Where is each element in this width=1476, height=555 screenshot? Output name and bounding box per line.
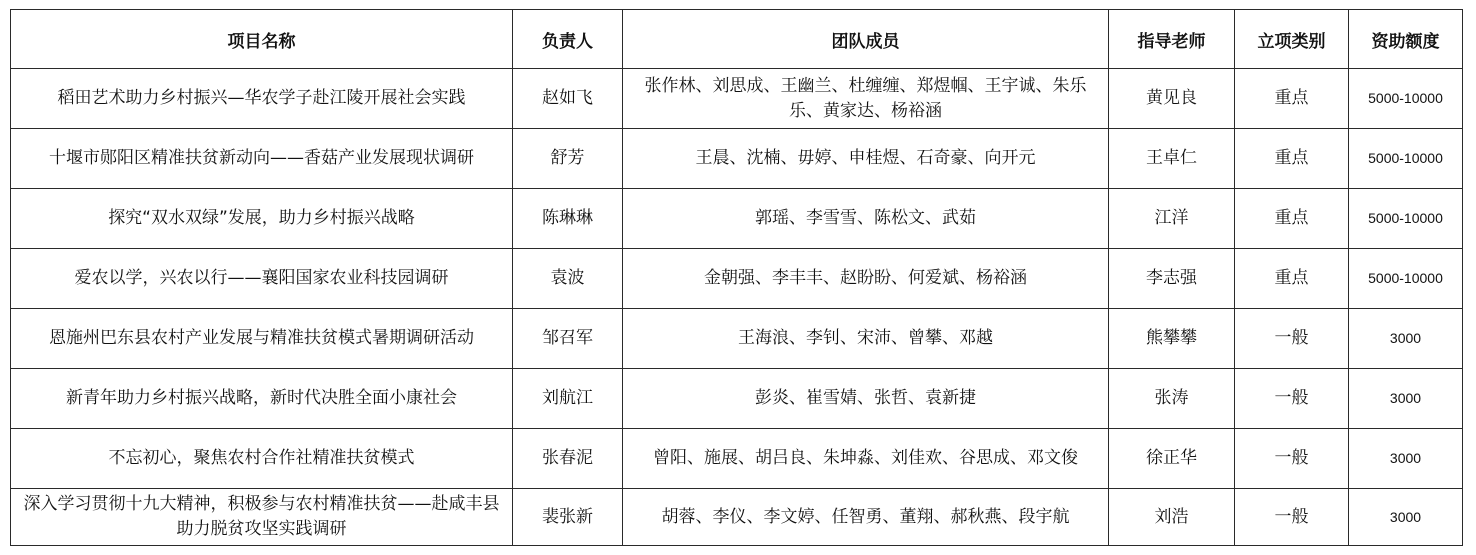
cell-leader: 袁波 [513, 249, 623, 309]
cell-team-members: 王晨、沈楠、毋婷、申桂煜、石奇豪、向开元 [623, 129, 1109, 189]
cell-funding: 3000 [1349, 489, 1463, 546]
cell-team-members: 胡蓉、李仪、李文婷、任智勇、董翔、郝秋燕、段宇航 [623, 489, 1109, 546]
cell-team-members: 郭瑶、李雪雪、陈松文、武茹 [623, 189, 1109, 249]
cell-team-members: 金朝强、李丰丰、赵盼盼、何爱斌、杨裕涵 [623, 249, 1109, 309]
cell-leader: 裴张新 [513, 489, 623, 546]
cell-advisor: 张涛 [1109, 369, 1235, 429]
table-row [11, 189, 1463, 249]
cell-project-name: 十堰市郧阳区精准扶贫新动向——香菇产业发展现状调研 [11, 129, 513, 189]
cell-funding: 5000-10000 [1349, 249, 1463, 309]
table-row [11, 249, 1463, 309]
cell-team-members: 王海浪、李钊、宋沛、曾攀、邓越 [623, 309, 1109, 369]
cell-funding: 5000-10000 [1349, 69, 1463, 129]
project-table [10, 9, 1463, 546]
cell-advisor: 李志强 [1109, 249, 1235, 309]
cell-advisor: 江洋 [1109, 189, 1235, 249]
col-header-category: 立项类别 [1235, 10, 1349, 69]
cell-team-members: 张作林、刘思成、王幽兰、杜缠缠、郑煜帼、王宇诚、朱乐乐、黄家达、杨裕涵 [623, 69, 1109, 129]
cell-category: 重点 [1235, 69, 1349, 129]
cell-category: 一般 [1235, 369, 1349, 429]
header-row [11, 10, 1463, 69]
cell-funding: 3000 [1349, 369, 1463, 429]
col-header-team-members: 团队成员 [623, 10, 1109, 69]
cell-funding: 5000-10000 [1349, 129, 1463, 189]
cell-leader: 赵如飞 [513, 69, 623, 129]
cell-category: 一般 [1235, 489, 1349, 546]
col-header-project-name: 项目名称 [11, 10, 513, 69]
col-header-funding: 资助额度 [1349, 10, 1463, 69]
cell-leader: 邹召军 [513, 309, 623, 369]
cell-advisor: 黄见良 [1109, 69, 1235, 129]
table-row [11, 309, 1463, 369]
cell-project-name: 爱农以学，兴农以行——襄阳国家农业科技园调研 [11, 249, 513, 309]
col-header-advisor: 指导老师 [1109, 10, 1235, 69]
col-header-leader: 负责人 [513, 10, 623, 69]
cell-project-name: 探究“双水双绿”发展，助力乡村振兴战略 [11, 189, 513, 249]
cell-advisor: 王卓仁 [1109, 129, 1235, 189]
cell-category: 重点 [1235, 189, 1349, 249]
cell-funding: 3000 [1349, 309, 1463, 369]
cell-leader: 陈琳琳 [513, 189, 623, 249]
table-row [11, 69, 1463, 129]
cell-advisor: 刘浩 [1109, 489, 1235, 546]
cell-funding: 5000-10000 [1349, 189, 1463, 249]
cell-project-name: 新青年助力乡村振兴战略，新时代决胜全面小康社会 [11, 369, 513, 429]
cell-category: 一般 [1235, 309, 1349, 369]
cell-project-name: 深入学习贯彻十九大精神，积极参与农村精准扶贫——赴咸丰县助力脱贫攻坚实践调研 [11, 489, 513, 546]
cell-project-name: 稻田艺术助力乡村振兴—华农学子赴江陵开展社会实践 [11, 69, 513, 129]
cell-team-members: 彭炎、崔雪婧、张哲、袁新捷 [623, 369, 1109, 429]
cell-advisor: 熊攀攀 [1109, 309, 1235, 369]
cell-project-name: 恩施州巴东县农村产业发展与精准扶贫模式暑期调研活动 [11, 309, 513, 369]
cell-leader: 张春泥 [513, 429, 623, 489]
table-row [11, 429, 1463, 489]
cell-project-name: 不忘初心，聚焦农村合作社精准扶贫模式 [11, 429, 513, 489]
cell-category: 重点 [1235, 249, 1349, 309]
cell-advisor: 徐正华 [1109, 429, 1235, 489]
cell-funding: 3000 [1349, 429, 1463, 489]
cell-leader: 舒芳 [513, 129, 623, 189]
cell-category: 一般 [1235, 429, 1349, 489]
cell-category: 重点 [1235, 129, 1349, 189]
table-row [11, 369, 1463, 429]
cell-team-members: 曾阳、施展、胡吕良、朱坤淼、刘佳欢、谷思成、邓文俊 [623, 429, 1109, 489]
table-row [11, 129, 1463, 189]
cell-leader: 刘航江 [513, 369, 623, 429]
table-row [11, 489, 1463, 546]
